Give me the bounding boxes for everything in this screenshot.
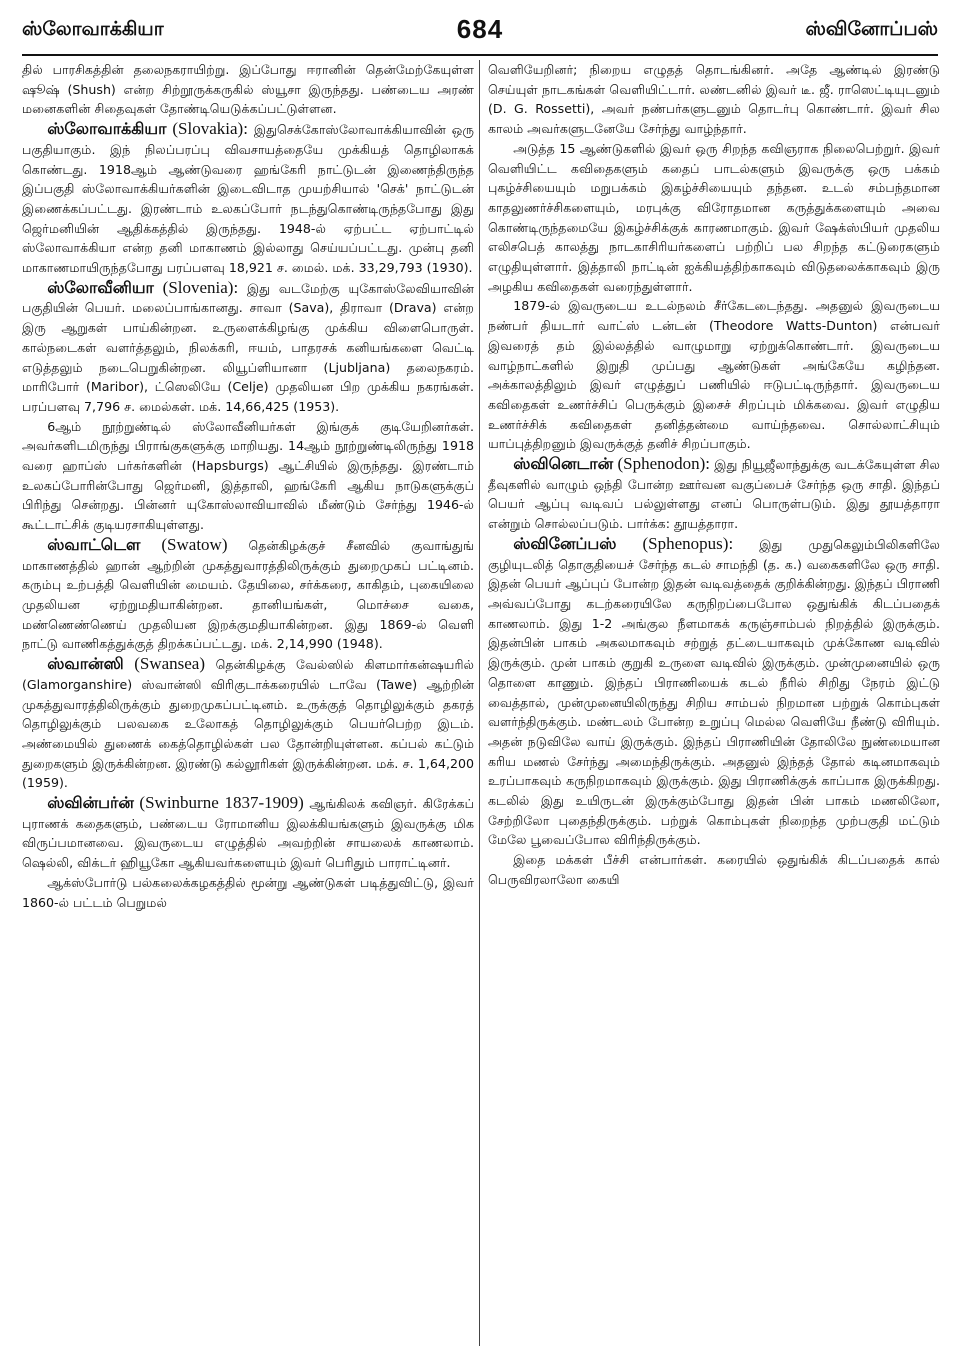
headword-swansea: ஸ்வான்ஸி — [47, 654, 124, 674]
entry-text-slovenia-history: 6ஆம் நூற்றுண்டில் ஸ்லோவீனியர்கள் இங்குக் குடியேறினர்கள். அவர்களிடமிருந்து பிராங்குகளுக்கு மாறியது. 14ஆம் நூற்றுண்டிலிருந்து 1918 வரை ஹாப்ஸ் பர்கர்களின் (Hapsburgs) ஆட்சியில் இருந்தது. இரண்டாம் உலகப்போரின்போது ஜெர்மனி, இத்தாலி, ஹங்கேரி ஆகிய நாடுகளுக்குப் பிரிந்து சென்றது. பின்னர் யுகோஸ்லாவியாவில் மீண்டும் சேர்ந்து 1946-ல் கூட்டாட்சிக் குடியரசாகியுள்ளது. — [22, 418, 474, 533]
entry-swinburne — [22, 793, 474, 873]
entry-swansea — [22, 654, 474, 793]
entry-slovenia — [22, 278, 474, 417]
entry-sphenopus — [488, 534, 940, 850]
entry-text-swinburne-oxford: ஆக்ஸ்போர்டு பல்கலைக்கழகத்தில் மூன்று ஆண்டுகள் படித்துவிட்டு, இவர் 1860-ல் பட்டம் பெறுமல் — [22, 874, 474, 910]
entry-slovakia — [22, 119, 474, 278]
paragraph-swinburne-career: அடுத்த 15 ஆண்டுகளில் இவர் ஒரு சிறந்த கவிஞராக நிலைபெற்றுர். இவர் வெளியிட்ட கவிதைகளும் கதைப் பாடல்களும் இவருக்கு ஒரு பக்கம் புகழ்ச்சியையும் மறுபக்கம் இகழ்ச்சியையும் தந்தன. உடல் சம்பந்தமான காதலுணர்ச்சிகளையும், மரபுக்கு விரோதமான கருத்துக்களையும் அவை கொண்டிருந்தமையே இகழ்ச்சிக்குக் காரணமாகும். இவர் ஷேக்ஸ்பியர் முதலிய எலிசபெத் காலத்து நாடகாசிரியர்களைப் பற்றிப் பல சிறந்த கட்டுரைகளும் எழுதியுள்ளார். இத்தாலி நாட்டின் ஐக்கியத்திற்காகவும் விடுதலைக்காகவும் இரு அழகிய கவிதைகள் வரைந்துள்ளார். — [488, 140, 940, 294]
paragraph-swinburne-continued: வெளியேறினர்; நிறைய எழுதத் தொடங்கினர். அதே ஆண்டில் இரண்டு செய்யுள் நாடகங்கள் வெளியிட்டார். லண்டனில் இவர் டீ. ஜீ. ராஸெட்டியுடனும் (D. G. Rossetti), அவர் நண்பர்களுடனும் தொடர்பு கொண்டார். இவர் சில காலம் அவர்களுடனேயே சேர்ந்து வாழ்ந்தார். — [488, 62, 940, 137]
right-running-headword: ஸ்வினோப்பஸ் — [805, 18, 938, 40]
header-rule — [22, 54, 938, 56]
entry-text-swansea: தென்கிழக்கு வேல்ஸில் கிளமார்கன்ஷயரில் (Glamorganshire) ஸ்வான்ஸி விரிகுடாக்கரையில் டாவே (Tawe) ஆற்றின் முகத்துவாரத்திலிருக்கும் துறைமுகப்பட்டினம். உருக்குத் தொழிலுக்கும் தகரத் தொழிலுக்கும் பலவகை உலோகத் தொழிலுக்கும் பெயர்பெற்ற இடம். அண்மையில் துணைக் கைத்தொழில்கள் பல தோன்றியுள்ளன. கப்பல் கட்டும் துறைகளும் இருக்கின்றன. இரண்டு கல்லூரிகள் இருக்கின்றன. மக். ச. 1,64,200 (1959). — [22, 657, 474, 791]
entry-text-swinburne: ஆங்கிலக் கவிஞர். கிரேக்கப் புராணக் கதைகளும், பண்டைய ரோமானிய இலக்கியங்களும் இவருக்கு மிக விருப்பமானவை. இவருடைய எழுத்தில் அவற்றின் சாயலைக் காணலாம். ஷெல்லி, விக்டர் ஹியூகோ ஆகியவர்களையும் இவர் பெரிதும் பாராட்டினர். — [22, 796, 474, 871]
headword-english-slovakia: (Slovakia): — [172, 119, 248, 139]
entry-text-swatow: தென்கிழக்குச் சீனவில் குவாங்துங் மாகாணத்தில் ஹான் ஆற்றின் முகத்துவாரத்திலிருக்கும் துறைமுகப் பட்டினம். கரும்பு உற்பத்தி வெளியின் மையம். தேயிலை, சர்க்கரை, காகிதம், புகையிலை முதலியன ஏற்றுமதியாகின்றன. தானியங்கள், மொச்சை வகை, மண்ணெண்ணெய் முதலியன இறக்குமதியாகின்றன. இது 1869-ல் வெளி நாட்டு வாணிகத்துக்குத் திறக்கப்பட்டது. மக். 2,14,990 (1948). — [22, 537, 474, 652]
paragraph-swinburne-later-life: 1879-ல் இவருடைய உடல்நலம் சீர்கேடடைந்தது. அதனுல் இவருடைய நண்பர் தியடார் வாட்ஸ் டன்டன் (Theodore Watts-Dunton) என்பவர் இவரைத் தம் இல்லத்தில் வாழுமாறு ஏற்றுக்கொண்டார். இவருடைய வாழ்நாட்களில் இறுதி முப்பது ஆண்டுகள் அங்கேயே கழிந்தன. அக்காலத்திலும் இவர் எழுத்துப் பணியில் ஈடுபட்டிருந்தார். இவருடைய கவிதைகள் உணர்ச்சிப் பெருக்கும் இசைச் சிறப்பும் மிக்கவை. இவர் எழுதிய உணர்ச்சிக் கவிதைகள் தனித்தன்மை வாய்ந்தவை. சொல்லாட்சியும் யாப்புத்திறனும் இவருக்குத் தனிச் சிறப்பாகும். — [488, 298, 940, 452]
entry-text-sphenopus-continued: இதை மக்கள் பீச்சி என்பார்கள். கரையில் ஒதுங்கிக் கிடப்பதைக் கால் பெருவிரலாலோ கையி — [488, 852, 940, 887]
headword-slovakia: ஸ்லோவாக்கியா — [47, 119, 167, 139]
column-divider — [479, 60, 480, 1346]
right-column — [488, 60, 940, 1354]
headword-english-swansea: (Swansea) — [134, 654, 206, 674]
headword-english-swinburne: (Swinburne 1837-1909) — [139, 793, 304, 813]
headword-english-sphenodon: (Sphenodon): — [617, 454, 710, 474]
headword-slovenia: ஸ்லோவீனியா — [47, 277, 154, 297]
headword-swatow: ஸ்வாட்டௌ — [47, 534, 141, 554]
left-column — [22, 60, 474, 1354]
entry-text-slovakia: இதுசெக்கோஸ்லோவாக்கியாவின் ஒரு பகுதியாகும். இந் நிலப்பரப்பு விவசாயத்தையே முக்கியத் தொழிலாகக் கொண்டது. 1918ஆம் ஆண்டுவரை ஹங்கேரி நாட்டுடன் இணைந்திருந்த இப்பகுதி ஸ்லோவாக்கியர்களின் இடைவிடாத முயற்சியால் 'செக்' நாட்டுடன் இணைக்கப்பட்டது. இரண்டாம் உலகப்போர் நடந்துகொண்டிருந்தபோது இது ஜெர்மனியின் ஆதிக்கத்தில் இருந்தது. 1948-ல் ஏற்பட்ட ஏற்பாட்டில் ஸ்லோவாக்கியா என்ற தனி மாகாணம் இல்லாது செய்யப்பட்டது. முன்பு தனி மாகாணமாயிருந்தபோது பரப்பளவு 18,921 ச. மைல். மக். 33,29,793 (1930). — [22, 122, 474, 276]
entry-text-sphenopus: இது முதுகெலும்பிலிகளிலே குழியுடலித் தொகுதியைச் சேர்ந்த கடல் சாமந்தி (த. க.) வகைகளிலே ஒரு சாதி. இதன் பெயர் ஆப்புப் போன்ற இதன் வடிவத்தைக் குறிக்கின்றது. இந்தப் பிராணி அவ்வப்போது கடற்கரையிலே கருநிறப்பைபோல ஒதுங்கிக் கிடப்பதைக் காணலாம். இது 1-2 அங்குல நீளமாகக் கருஞ்சாம்பல் நிறத்தில் இருக்கும். இதன்பின் பாகம் அகலமாகவும் சற்றுத் தட்டையாகவும் முக்கோண வடிவில் இருக்கும். முன் பாகம் குறுகி உருளை வடிவில் இருக்கும். முன்முனையில் ஒரு தொளை காணும். இந்தப் பிராணியைக் கடல் நீரில் சிறிது நேரம் இட்டு வைத்தால், முன்முனையிலிருந்து சிறிய சாம்பல் நிறமான பற்றுக் கொம்புகள் வளர்ந்திருக்கும். மண்டலம் போன்ற உறுப்பு மெல்ல வெளியே நீண்டு விரியும். அதன் நடுவிலே வாய் இருக்கும். இந்தப் பிராணியின் தோலிலே நுண்மையான கரிய மணல் சேர்ந்து அமைந்திருக்கும். அதனுல் இந்தத் தோல் கடினமாகவும் உரப்பாகவும் கருநிறமாகவும் இருக்கும். இது பிராணிக்குக் காப்பாக இருக்கிறது. கடலில் இது உயிருடன் இருக்கும்போது இதன் பின் பாகம் மணலிலோ, சேற்றிலோ புதைந்திருக்கும். பற்றுக் கொம்புகள் நிறைந்த முற்பகுதி மட்டும் மேலே பூவைப்போல விரிந்திருக்கும். — [488, 536, 940, 848]
headword-english-sphenopus: (Sphenopus): — [642, 533, 734, 553]
entry-text-sphenodon: இது நியூஜீலாந்துக்கு வடக்கேயுள்ள சில தீவுகளில் வாழும் ஒந்தி போன்ற ஊர்வன வகுப்பைச் சேர்ந்த ஒரு சாதி. இந்தப் பெயர் ஆப்பு வடிவப் பல்லுள்ளது எனப் பொருள்படும். இது தூயத்தாரா என்றும் சொல்லப்படும். பார்க்க: தூயத்தாரா. — [488, 457, 940, 532]
entry-swatow — [22, 535, 474, 654]
entry-sphenodon — [488, 454, 940, 534]
headword-sphenopus: ஸ்வினேப்பஸ் — [513, 533, 617, 553]
headword-english-slovenia: (Slovenia): — [162, 277, 239, 297]
left-running-headword: ஸ்லோவாக்கியா — [22, 18, 164, 40]
headword-sphenodon: ஸ்வினெடான் — [513, 454, 614, 474]
page-header — [22, 14, 938, 50]
page-number: 684 — [456, 14, 504, 44]
paragraph-susa-continued: தில் பாரசிகத்தின் தலைநகராயிற்று. இப்போது ஈரானின் தென்மேற்கேயுள்ள ஷூஷ் (Shush) என்ற சிற்றூருக்கருகில் ஸ்யூசா இருந்தது. பண்டைய அரண் மனைகளின் சிதைவுகள் தோண்டியெடுக்கப்பட்டுள்ளன. — [22, 62, 474, 117]
headword-english-swatow: (Swatow) — [161, 534, 228, 554]
headword-swinburne: ஸ்வின்பர்ன் — [47, 793, 134, 813]
entry-text-slovenia: இது வடமேற்கு யுகோஸ்லேவியாவின் பகுதியின் பெயர். மலைப்பாங்கானது. சாவா (Sava), திராவா (Drava) என்ற இரு ஆறுகள் பாய்கின்றன. உருளைக்கிழங்கு முக்கிய விளைபொருள். கால்நடைகள் வளர்த்தலும், நிலக்கரி, ஈயம், பாதரசக் கனியங்களை வெட்டி எடுத்தலும் நடைபெறுகின்றன. லியூப்ளியானா (Ljubljana) தலைநகரம். மாரிபோர் (Maribor), ட்ஸெலியே (Celje) முதலியன பிற முக்கிய நகரங்கள். பரப்பளவு 7,796 ச. மைல்கள். மக். 14,66,425 (1953). — [22, 280, 474, 414]
